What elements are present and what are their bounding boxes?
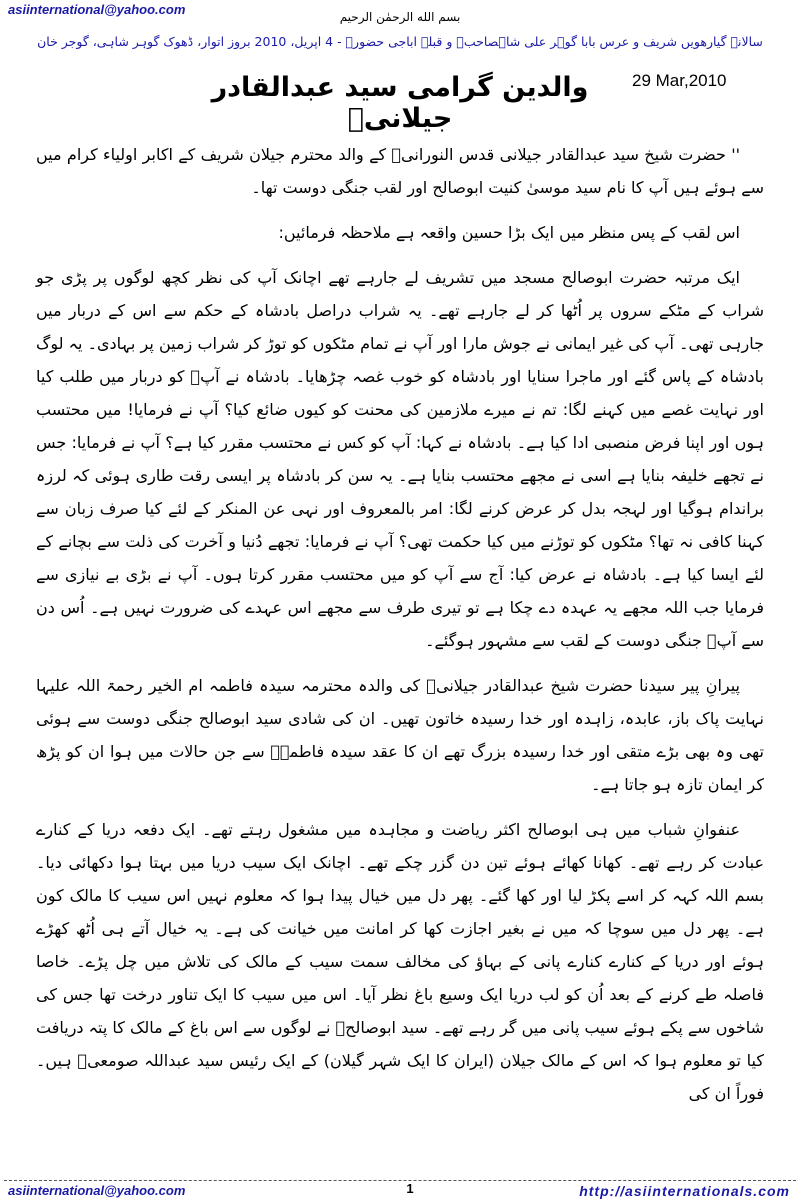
footer-website-link[interactable]: http://asiinternationals.com xyxy=(579,1183,790,1199)
bismillah-heading: بسم الله الرحمٰن الرحیم xyxy=(339,10,461,24)
article-body xyxy=(36,138,764,1122)
article-paragraph: پیرانِ پیر سیدنا حضرت شیخ عبدالقادر جیلانیؒ کی والدہ محترمہ سیدہ فاطمہ ام الخیر رحمۃ اللہ علیہا نہایت پاک باز، عابدہ، زاہدہ اور خدا رسیدہ خاتون تھیں۔ ان کی شادی سید ابوصالح جنگی دوست سے ہوئی تھی وہ بھی بڑے متقی اور خدا رسیدہ بزرگ تھے ان کا عقد سیدہ فاطمہؒ سے جن حالات میں ہوا ان کو پڑھ کر ایمان تازہ ہو جاتا ہے۔ xyxy=(36,676,764,794)
page-number: 1 xyxy=(406,1181,414,1196)
article-date: 29 Mar,2010 xyxy=(632,71,727,90)
article-paragraph: اس لقب کے پس منظر میں ایک بڑا حسین واقعہ ہے ملاحظہ فرمائیں: xyxy=(278,223,740,242)
article-paragraph: '' حضرت شیخ سید عبدالقادر جیلانی قدس النورانیؒ کے والد محترم جیلان شریف کے اکابر اولیاء کرام میں سے ہوئے ہیں آپ کا نام سید موسیٰ کنیت ابوصالح اور لقب جنگی دوست تھا۔ xyxy=(36,145,764,197)
footer-email[interactable]: asiinternational@yahoo.com xyxy=(8,1183,186,1198)
event-banner: سالانہ گیارھویں شریف و عرس بابا گوہر علی شاہصاحبؒ و قبلہ اباجی حضورؒ - 4 اپریل، 2010 بروز اتوار، ڈھوک گوہر شاہی، گوجر خان xyxy=(37,34,763,49)
article-paragraph: عنفوانِ شباب میں ہی ابوصالح اکثر ریاضت و مجاہدہ میں مشغول رہتے تھے۔ ایک دفعہ دریا کے کنارے عبادت کر رہے تھے۔ کھانا کھائے ہوئے تین دن گزر چکے تھے۔ اچانک ایک سیب دریا میں بہتا ہوا دکھائی دیا۔ بسم اللہ کہہ کر اسے پکڑ لیا اور کھا گئے۔ پھر دل میں خیال پیدا ہوا کہ معلوم نہیں اس سیب کا مالک کون ہے۔ پھر دل میں سوچا کہ میں نے بغیر اجازت کھا کر امانت میں خیانت کی ہے۔ یہ خیال آتے ہی اُٹھ کھڑے ہوئے اور دریا کے کنارے کنارے پانی کے بہاؤ کی مخالف سمت سیب کے مالک کی تلاش میں چل پڑے۔ خاصا فاصلہ طے کرنے کے بعد اُن کو لب دریا ایک وسیع باغ نظر آیا۔ اس میں سیب کا ایک تناور درخت تھا جس کی شاخوں سے پکے ہوئے سیب پانی میں گر رہے تھے۔ سید ابوصالحؒ نے لوگوں سے اس باغ کے مالک کا پتہ دریافت کیا تو معلوم ہوا کہ اس کے مالک جیلان (ایران کا ایک شہر گیلان) کے ایک رئیس سید عبداللہ صومعیؒ ہیں۔ فوراً ان کی xyxy=(36,820,765,1103)
article-paragraph: ایک مرتبہ حضرت ابوصالح مسجد میں تشریف لے جارہے تھے اچانک آپ کی نظر کچھ لوگوں پر پڑی جو شراب کے مٹکے سروں پر اُٹھا کر لے جارہے تھے۔ یہ شراب دراصل بادشاہ کے حکم سے اس کے دربار میں جارہی تھی۔ آپ کی غیر ایمانی نے جوش مارا اور آپ نے تمام مٹکوں کو توڑ کر شراب زمین پر بہادی۔ یہ لوگ بادشاہ کے پاس گئے اور ماجرا سنایا اور بادشاہ کو خوب غصہ چڑھایا۔ بادشاہ نے آپؒ کو دربار میں طلب کیا اور نہایت غصے میں کہنے لگا: تم نے میرے ملازمین کی محنت کو کیوں ضائع کیا؟ آپ نے فرمایا! میں محتسب ہوں اور اپنا فرض منصبی ادا کیا ہے۔ بادشاہ نے کہا: آپ کو کس نے محتسب مقرر کیا ہے؟ آپ نے فرمایا: جس نے تجھے خلیفہ بنایا ہے اسی نے مجھے محتسب بنایا ہے۔ یہ سن کر بادشاہ پر ایسی رقت طاری ہوئی کہ لرزہ براندام ہوگیا اور لہجہ بدل کر عرض کرنے لگا: امر بالمعروف اور نہی عن المنکر کے لئے کیا صرف زبان سے کہنا کافی نہ تھا؟ مٹکوں کو توڑنے میں کیا حکمت تھی؟ آپ نے فرمایا: تجھے دُنیا و آخرت کی ذلت سے بچانے کے لئے ایسا کیا ہے۔ بادشاہ نے عرض کیا: آج سے آپ کو میں محتسب مقرر کرتا ہوں۔ آپ نے بڑی بے نیازی سے فرمایا جب اللہ مجھے یہ عہدہ دے چکا ہے تو تیری طرف سے مجھے اس عہدے کی ضرورت نہیں ہے۔ اُس دن سے آپؒ جنگی دوست کے لقب سے مشہور ہوگئے۔ xyxy=(36,268,765,650)
header-email[interactable]: asiinternational@yahoo.com xyxy=(8,2,186,17)
article-title: والدین گرامی سید عبدالقادر جیلانیؒ xyxy=(211,72,589,134)
